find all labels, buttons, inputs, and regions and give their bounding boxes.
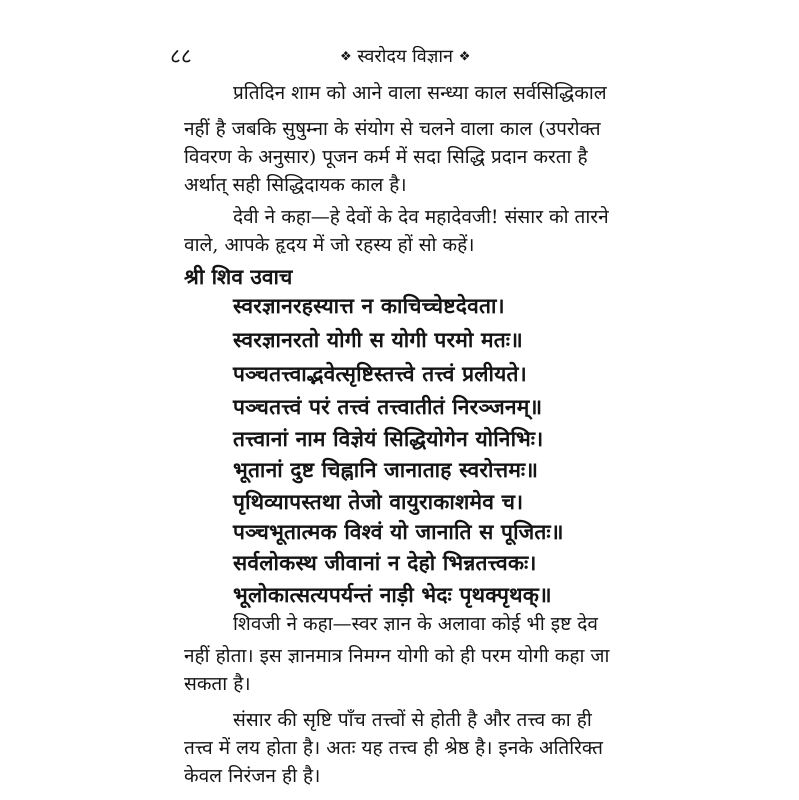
- verse-line: पृथिव्यापस्तथा तेजो वायुराकाशमेव च।: [233, 489, 524, 514]
- text-line: सकता है।: [184, 673, 251, 695]
- verse-line: भूतानां दुष्ट चिह्नानि जानाताह स्वरोत्तमः॥: [233, 457, 539, 482]
- text-line: अर्थात् सही सिद्धिदायक काल है।: [184, 174, 407, 196]
- running-title: [340, 44, 470, 68]
- page-header: [170, 42, 670, 72]
- text-line: नहीं होता। इस ज्ञानमात्र निमग्न योगी को ही परम योगी कहा जा: [184, 645, 610, 667]
- text-line: देवी ने कहा—हे देवों के देव महादेवजी! संसार को तारने: [233, 206, 609, 228]
- text-line: नहीं है जबकि सुषुम्ना के संयोग से चलने वाला काल (उपरोक्त: [184, 118, 601, 140]
- text-line: संसार की सृष्टि पाँच तत्त्वों से होती है और तत्त्व का ही: [233, 709, 592, 731]
- verse-line: पञ्चतत्त्वं परं तत्त्वं तत्त्वातीतं निरञ्जनम्॥: [233, 394, 543, 419]
- verse-line: तत्त्वानां नाम विज्ञेयं सिद्धियोगेन योनिभिः।: [233, 426, 544, 451]
- text-line: तत्त्व में लय होता है। अतः यह तत्त्व ही श्रेष्ठ है। इनके अतिरिक्त: [184, 737, 603, 759]
- page-number: ८८: [170, 44, 192, 68]
- ornament-left-icon: ❖: [340, 49, 352, 65]
- speaker-heading: श्री शिव उवाच: [184, 264, 293, 289]
- text-line: केवल निरंजन ही है।: [184, 765, 321, 787]
- running-title-text: स्वरोदय विज्ञान: [357, 46, 454, 67]
- text-line: प्रतिदिन शाम को आने वाला सन्ध्या काल सर्वसिद्धिकाल: [233, 82, 607, 104]
- verse-line: स्वरज्ञानरतो योगी स योगी परमो मतः॥: [233, 327, 523, 352]
- verse-line: पञ्चतत्त्वाद्भवेत्सृष्टिस्तत्त्वे तत्त्वं प्रलीयते।: [233, 361, 527, 386]
- verse-line: स्वरज्ञानरहस्यात्त न काचिच्चेष्टदेवता।: [233, 293, 505, 318]
- verse-line: भूलोकात्सत्यपर्यन्तं नाड़ी भेदः पृथक्पृथक्॥: [233, 582, 552, 607]
- text-line: विवरण के अनुसार) पूजन कर्म में सदा सिद्धि प्रदान करता है: [184, 146, 588, 168]
- verse-line: पञ्चभूतात्मक विश्वं यो जानाति स पूजितः॥: [233, 519, 564, 544]
- verse-line: सर्वलोकस्थ जीवानां न देहो भिन्नतत्त्वकः।: [233, 550, 537, 575]
- text-line: शिवजी ने कहा—स्वर ज्ञान के अलावा कोई भी इष्ट देव: [233, 613, 598, 635]
- text-line: वाले, आपके हृदय में जो रहस्य हों सो कहें।: [184, 234, 475, 256]
- ornament-right-icon: ❖: [458, 49, 471, 65]
